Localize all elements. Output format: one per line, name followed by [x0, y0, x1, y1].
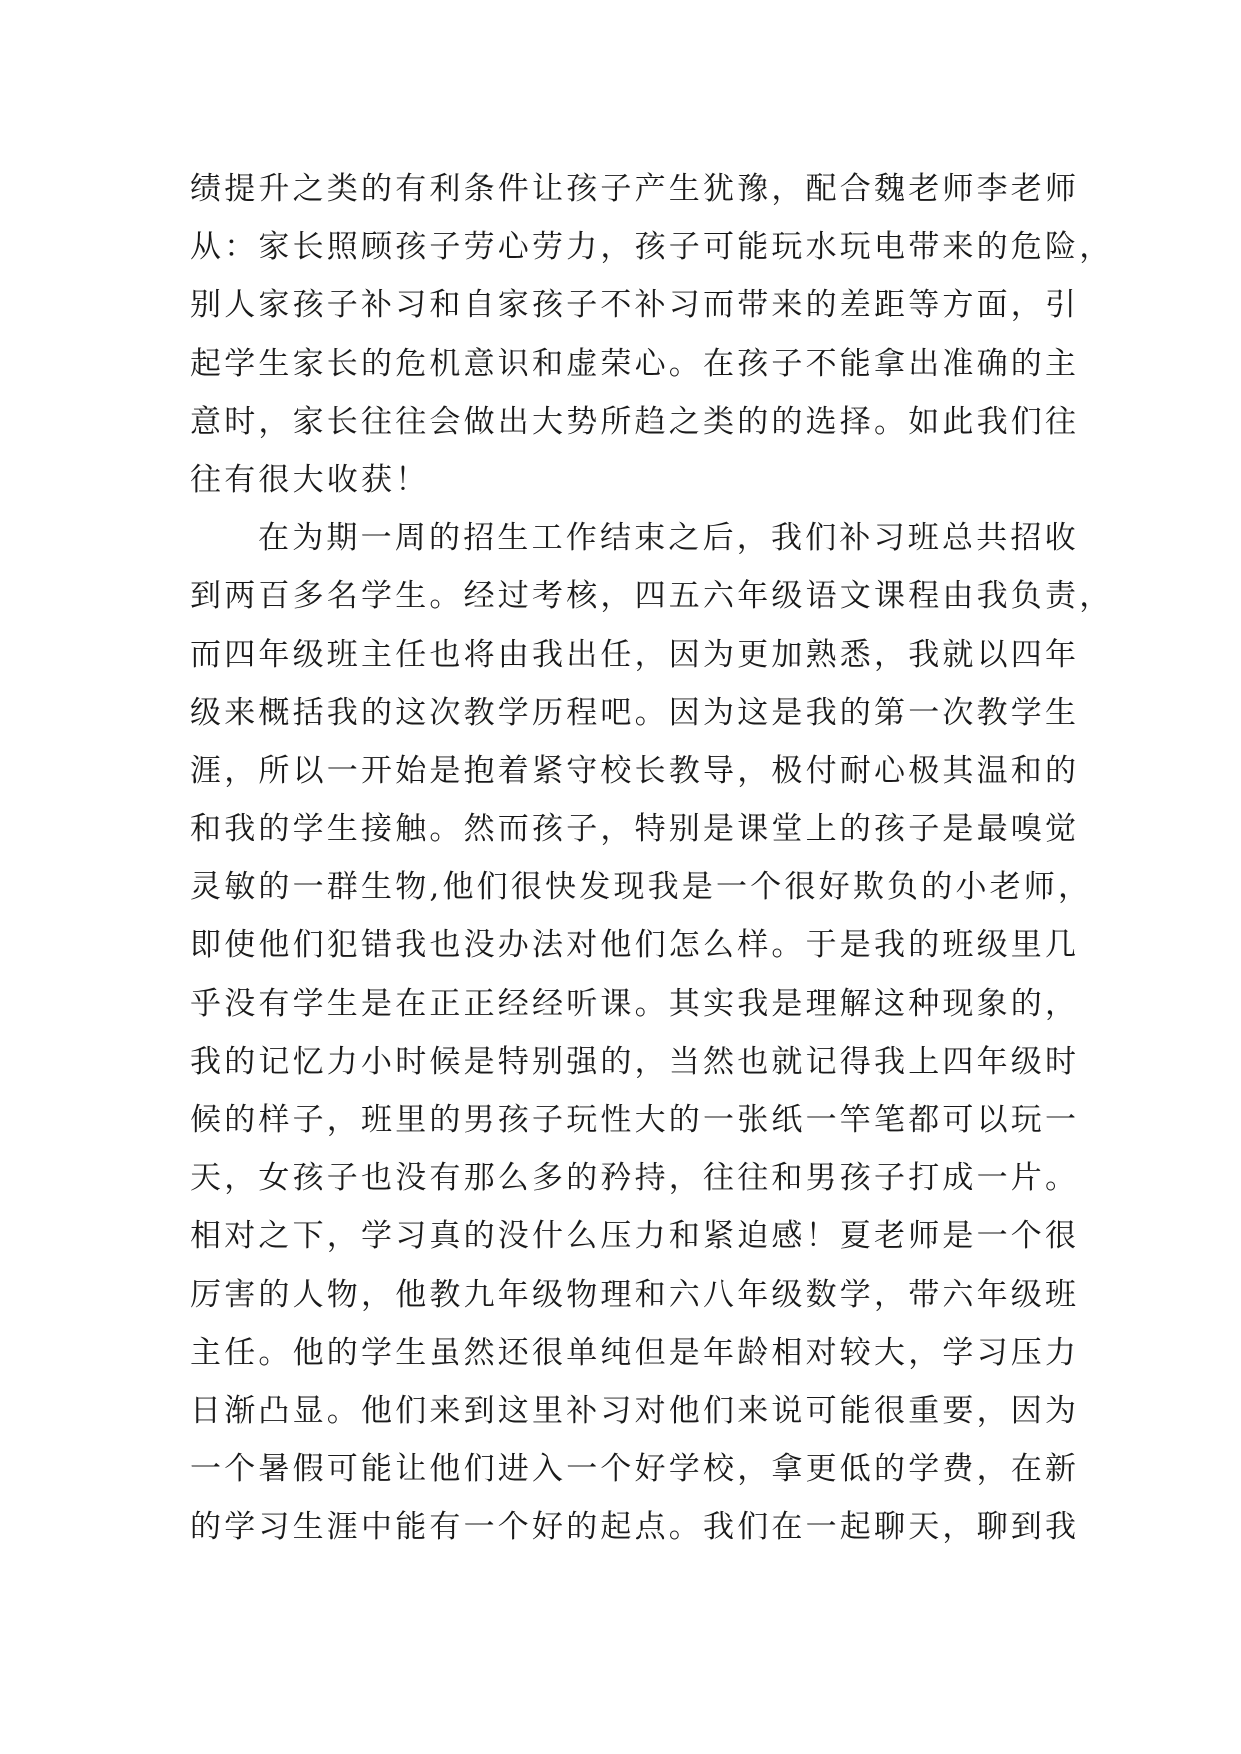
text-line: 往有很大收获！	[190, 461, 430, 498]
text-line: 灵敏的一群生物,他们很快发现我是一个很好欺负的小老师，	[190, 869, 1093, 906]
text-line: 从：家长照顾孩子劳心劳力，孩子可能玩水玩电带来的危险，	[190, 229, 1114, 266]
text-line: 主任。他的学生虽然还很单纯但是年龄相对较大，学习压力	[190, 1334, 1080, 1371]
text-line: 一个暑假可能让他们进入一个好学校，拿更低的学费，在新	[190, 1451, 1080, 1488]
text-line: 和我的学生接触。然而孩子，特别是课堂上的孩子是最嗅觉	[190, 811, 1080, 848]
paragraph-1	[190, 160, 1114, 509]
text-line: 绩提升之类的有利条件让孩子产生犹豫，配合魏老师李老师	[190, 171, 1080, 207]
text-line: 级来概括我的这次教学历程吧。因为这是我的第一次教学生	[190, 694, 1080, 731]
body-text	[190, 160, 1114, 1557]
text-line: 即使他们犯错我也没办法对他们怎么样。于是我的班级里几	[190, 927, 1080, 964]
text-line: 我的记忆力小时候是特别强的，当然也就记得我上四年级时	[190, 1043, 1080, 1080]
text-line: 意时，家长往往会做出大势所趋之类的的选择。如此我们往	[190, 403, 1080, 440]
text-line: 天，女孩子也没有那么多的矜持，往往和男孩子打成一片。	[190, 1160, 1080, 1197]
text-line: 起学生家长的危机意识和虚荣心。在孩子不能拿出准确的主	[190, 345, 1080, 382]
text-line: 别人家孩子补习和自家孩子不补习而带来的差距等方面，引	[190, 287, 1080, 324]
text-line: 乎没有学生是在正正经经听课。其实我是理解这种现象的，	[190, 985, 1080, 1022]
text-line: 而四年级班主任也将由我出任，因为更加熟悉，我就以四年	[190, 636, 1080, 673]
text-line: 日渐凸显。他们来到这里补习对他们来说可能很重要，因为	[190, 1392, 1080, 1429]
paragraph-2	[190, 509, 1114, 1556]
text-line: 在为期一周的招生工作结束之后，我们补习班总共招收	[258, 520, 1079, 557]
text-line: 的学习生涯中能有一个好的起点。我们在一起聊天，聊到我	[190, 1509, 1080, 1546]
text-line: 候的样子，班里的男孩子玩性大的一张纸一竿笔都可以玩一	[190, 1102, 1080, 1138]
text-line: 涯，所以一开始是抱着紧守校长教导，极付耐心极其温和的	[190, 752, 1080, 789]
text-line: 厉害的人物，他教九年级物理和六八年级数学，带六年级班	[190, 1276, 1080, 1313]
text-line: 到两百多名学生。经过考核，四五六年级语文课程由我负责，	[190, 578, 1114, 615]
text-line: 相对之下，学习真的没什么压力和紧迫感！夏老师是一个很	[190, 1218, 1080, 1255]
